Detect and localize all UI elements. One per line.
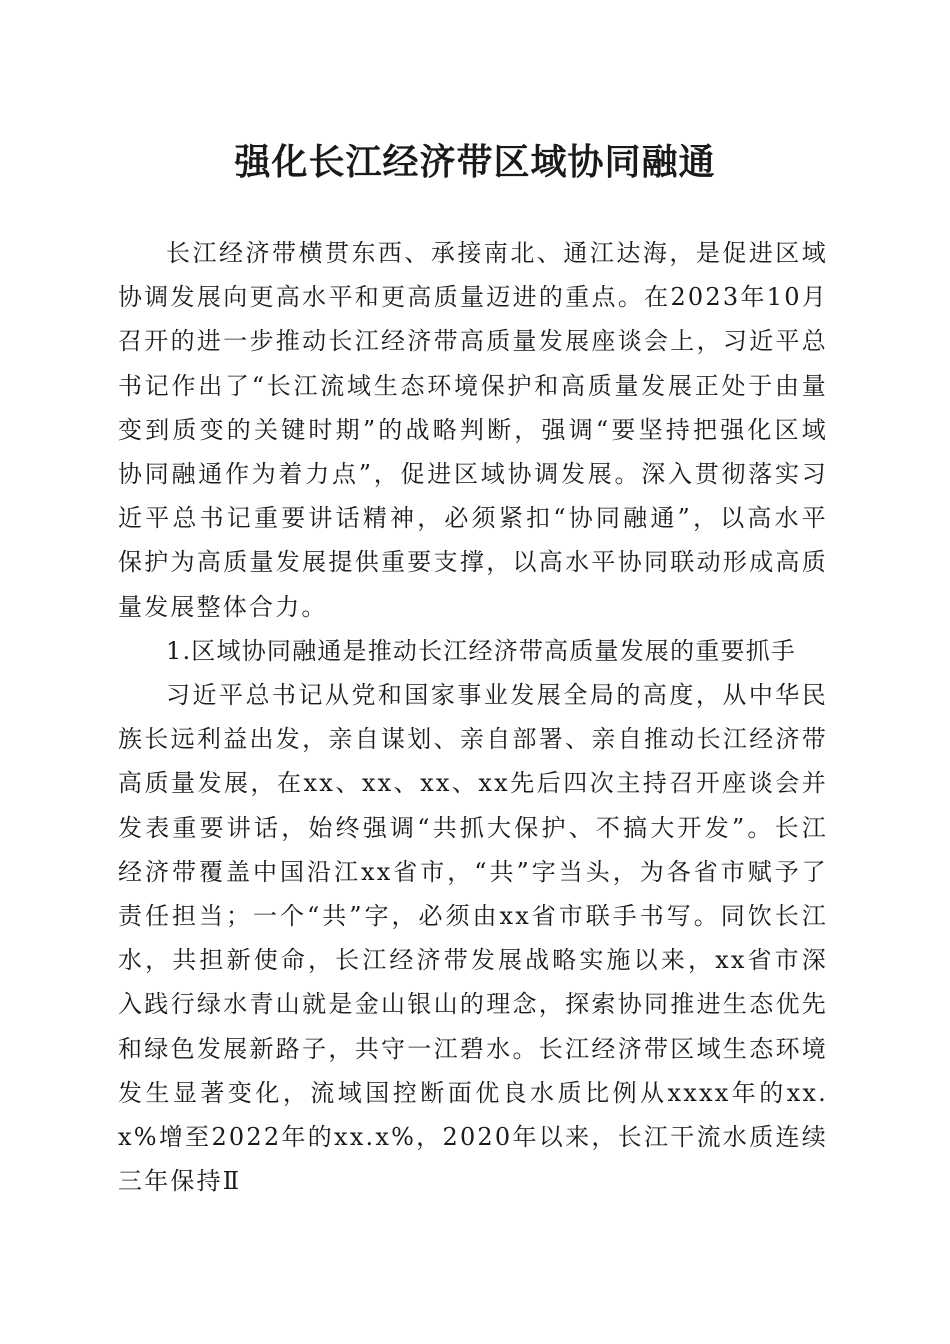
document-title: 强化长江经济带区域协同融通 — [234, 141, 716, 183]
section-paragraph: 习近平总书记从党和国家事业发展全局的高度，从中华民族长远利益出发，亲自谋划、亲自部署、亲自推动长江经济带高质量发展，在xx、xx、xx、xx先后四次主持召开座谈会并发表重要讲话，始终强调“共抓大保护、不搞大开发”。长江经济带覆盖中国沿江xx省市，“共”字当头，为各省市赋予了责任担当；一个“共”字，必须由xx省市联手书写。同饮长江水，共担新使命，长江经济带发展战略实施以来，xx省市深入践行绿水青山就是金山银山的理念，探索协同推进生态优先和绿色发展新路子，共守一江碧水。长江经济带区域生态环境发生显著变化，流域国控断面优良水质比例从xxxx年的xx.x%增至2022年的xx.x%，2020年以来，长江干流水质连续三年保持Ⅱ — [118, 681, 828, 1196]
document-body — [118, 231, 828, 1203]
section-heading: 1.区域协同融通是推动长江经济带高质量发展的重要抓手 — [166, 636, 797, 665]
intro-paragraph: 长江经济带横贯东西、承接南北、通江达海，是促进区域协调发展向更高水平和更高质量迈进的重点。在2023年10月召开的进一步推动长江经济带高质量发展座谈会上，习近平总书记作出了“长江流域生态环境保护和高质量发展正处于由量变到质变的关键时期”的战略判断，强调“要坚持把强化区域协同融通作为着力点”，促进区域协调发展。深入贯彻落实习近平总书记重要讲话精神，必须紧扣“协同融通”，以高水平保护为高质量发展提供重要支撑，以高水平协同联动形成高质量发展整体合力。 — [118, 239, 828, 621]
